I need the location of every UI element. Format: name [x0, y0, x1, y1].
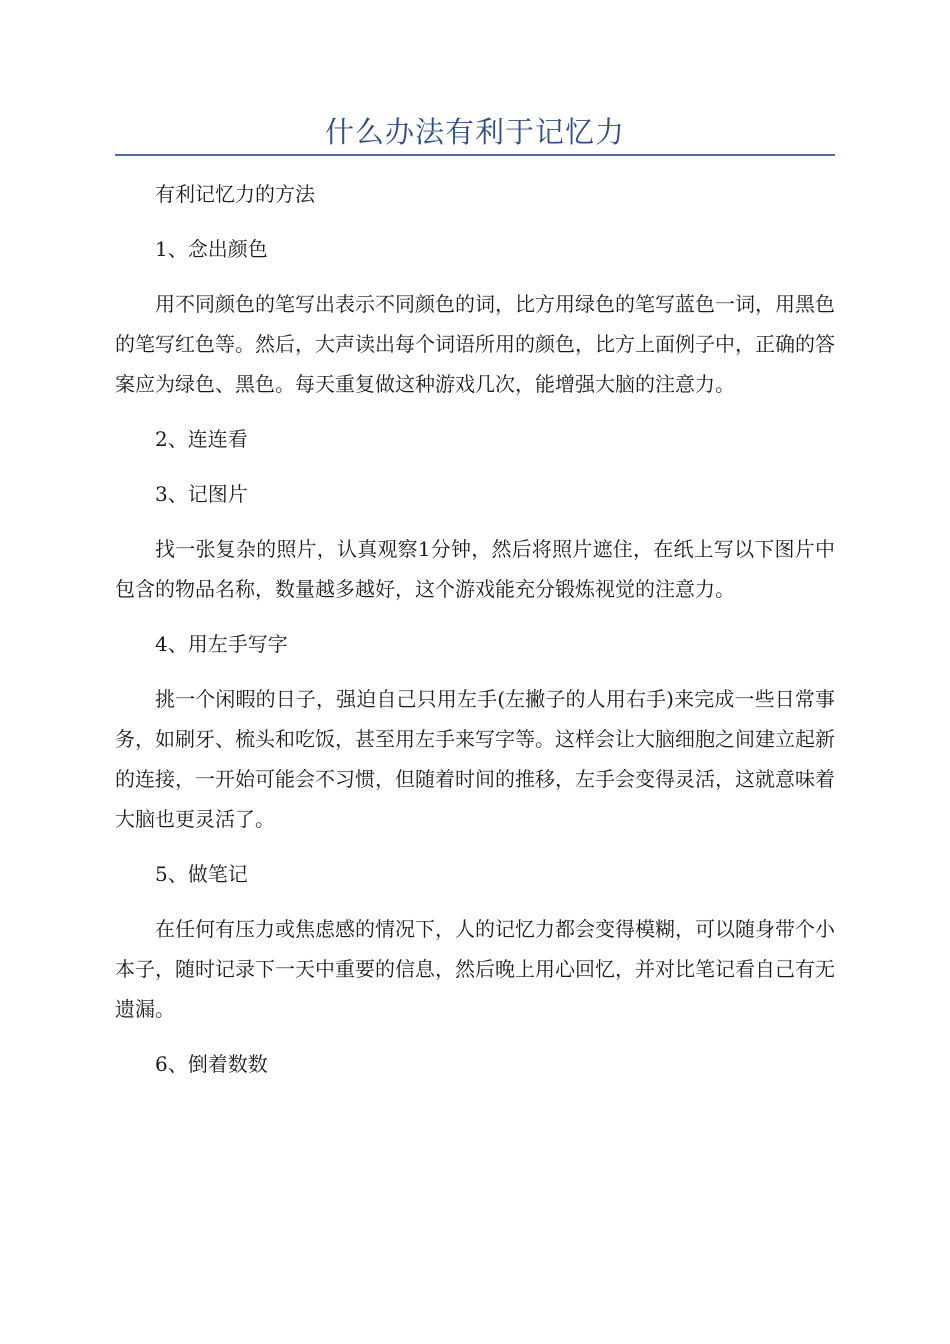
item-heading-1: 1、念出颜色: [155, 237, 268, 261]
document-title: 什么办法有利于记忆力: [324, 115, 625, 149]
section-heading: 有利记忆力的方法: [155, 182, 315, 206]
document-body: [115, 174, 835, 1099]
item-body-1: 用不同颜色的笔写出表示不同颜色的词，比方用绿色的笔写蓝色一词，用黑色的笔写红色等。然后，大声读出每个词语所用的颜色，比方上面例子中，正确的答案应为绿色、黑色。每天重复做这种游戏几次，能增强大脑的注意力。: [115, 292, 835, 396]
item-body-5: 在任何有压力或焦虑感的情况下，人的记忆力都会变得模糊，可以随身带个小本子，随时记录下一天中重要的信息，然后晚上用心回忆，并对比笔记看自己有无遗漏。: [115, 917, 835, 1021]
item-heading-4: 4、用左手写字: [155, 632, 288, 656]
item-heading-3: 3、记图片: [155, 482, 248, 506]
item-body-3: 找一张复杂的照片，认真观察1分钟，然后将照片遮住，在纸上写以下图片中包含的物品名称，数量越多越好，这个游戏能充分锻炼视觉的注意力。: [115, 537, 835, 601]
item-heading-5: 5、做笔记: [155, 862, 248, 886]
item-heading-6: 6、倒着数数: [155, 1052, 268, 1076]
item-heading-2: 2、连连看: [155, 427, 248, 451]
item-body-4: 挑一个闲暇的日子，强迫自己只用左手(左撇子的人用右手)来完成一些日常事务，如刷牙、梳头和吃饭，甚至用左手来写字等。这样会让大脑细胞之间建立起新的连接，一开始可能会不习惯，但随着时间的推移，左手会变得灵活，这就意味着大脑也更灵活了。: [115, 687, 835, 831]
title-underline: [115, 154, 835, 156]
